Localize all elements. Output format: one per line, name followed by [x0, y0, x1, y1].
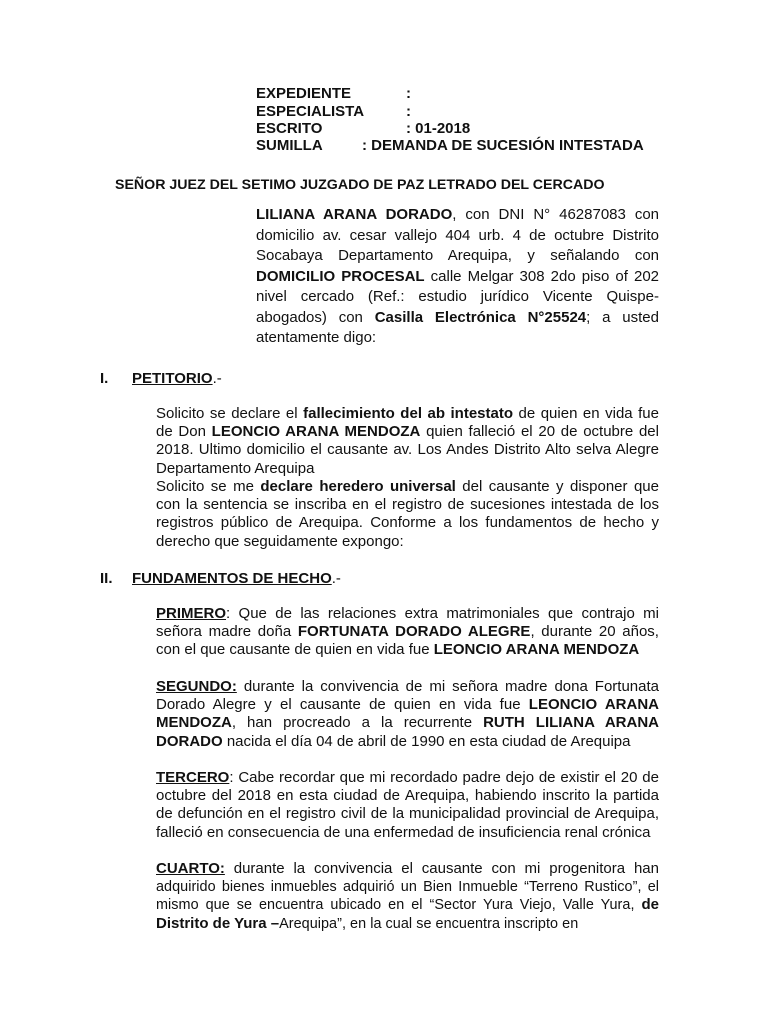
- especialista-value: :: [406, 103, 411, 120]
- header-escrito: [256, 120, 470, 138]
- primero-paragraph: [156, 605, 659, 660]
- primero-text-a: : Que de las relaciones extra matrimoniales que contrajo mi señora madre doña: [156, 605, 659, 641]
- header-especialista: [256, 103, 411, 121]
- cuarto-text-d: Arequipa”, en la cual se encuentra inscripto en: [279, 915, 579, 932]
- primero-text-c: , durante 20 años, con el que causante de quien en vida fue: [156, 623, 659, 659]
- segundo-text-a: durante la convivencia de mi señora madre dona Fortunata Dorado Alegre y el causante de quien en vida fue: [156, 678, 659, 714]
- especialista-label: ESPECIALISTA: [256, 103, 365, 120]
- domicilio-procesal-label: DOMICILIO PROCESAL: [256, 267, 425, 285]
- petitorio-p2-bold-b: declare heredero universal: [260, 478, 456, 495]
- segundo-text-c: , han procreado a la recurrente: [231, 714, 484, 732]
- escrito-label: ESCRITO: [256, 120, 323, 137]
- intro-text-1: , con DNI N° 46287083 con domicilio av. cesar vallejo 404 urb. 4 de octubre Distrito Socabaya Departamento Arequipa, y señalando con: [256, 206, 659, 264]
- tercero-label: TERCERO: [156, 769, 230, 786]
- petitorio-p1-text-e: quien falleció el 20 de octubre del 2018. Ultimo domicilio el causante av. Los Andes Distrito Alto selva Alegre Departamento Arequipa: [156, 423, 659, 477]
- segundo-label: SEGUNDO:: [156, 678, 237, 695]
- primero-bold-d: LEONCIO ARANA MENDOZA: [433, 641, 640, 659]
- petitorio-p2-text-a: Solicito se me: [156, 478, 261, 495]
- primero-label: PRIMERO: [156, 605, 227, 622]
- section-2-heading: [132, 570, 341, 587]
- petitorio-p1-bold-d: LEONCIO ARANA MENDOZA: [211, 423, 421, 441]
- header-expediente: [256, 85, 411, 103]
- intro-paragraph: [256, 205, 659, 349]
- segundo-bold-b: LEONCIO ARANA MENDOZA: [156, 696, 659, 732]
- cuarto-text-b: adquirido bienes inmuebles adquirió un Bien Inmueble “Terreno Rustico”, el mismo que se encuentra ubicado en el “Sector Yura Viejo, Valle Yura,: [156, 879, 659, 914]
- expediente-label: EXPEDIENTE: [256, 85, 352, 102]
- cuarto-paragraph: [156, 860, 659, 933]
- petitorio-p1-bold-b: fallecimiento del ab intestato: [303, 405, 514, 422]
- section-2-title: FUNDAMENTOS DE HECHO: [132, 570, 332, 587]
- section-1-number: I.: [100, 370, 109, 387]
- segundo-bold-d: RUTH LILIANA ARANA DORADO: [156, 714, 660, 750]
- section-1-title-suffix: .-: [212, 370, 222, 387]
- cuarto-bold-c: de Distrito de Yura –: [156, 896, 659, 932]
- sumilla-value: : DEMANDA DE SUCESIÓN INTESTADA: [362, 137, 644, 154]
- segundo-paragraph: [156, 678, 659, 751]
- expediente-value: :: [406, 85, 411, 102]
- intro-text-2: calle Melgar 308 2do piso of 202 nivel cercado (Ref.: estudio jurídico Vicente Quispe-abogados) con: [256, 267, 659, 326]
- cuarto-label: CUARTO:: [156, 860, 225, 877]
- petitorio-p1-text-a: Solicito se declare el: [156, 405, 304, 422]
- header-sumilla: [256, 137, 644, 155]
- plaintiff-name: LILIANA ARANA DORADO: [256, 206, 453, 223]
- cuarto-text-a: durante la convivencia el causante con mi progenitora han: [224, 860, 659, 877]
- section-1-title: PETITORIO: [132, 370, 213, 387]
- section-2-title-suffix: .-: [331, 570, 341, 587]
- primero-bold-b: FORTUNATA DORADO ALEGRE: [297, 623, 531, 641]
- segundo-text-e: nacida el día 04 de abril de 1990 en esta ciudad de Arequipa: [222, 732, 631, 750]
- intro-text-3: ; a usted atentamente digo:: [256, 308, 659, 346]
- petitorio-p2-text-c: del causante y disponer que con la sentencia se inscriba en el registro de sucesiones intestada de los registros público de Arequipa. Conforme a los fundamentos de hecho y derecho que seguidamente expongo:: [156, 478, 659, 550]
- petitorio-paragraph-1: [156, 405, 659, 478]
- tercero-text-a: : Cabe recordar que mi recordado padre dejo de existir el 20 de octubre del 2018 en esta ciudad de Arequipa, habiendo inscrito la partida de defunción en el registro civil de la municipalidad provincial de Arequipa, falleció en consecuencia de una enfermedad de insuficiencia renal crónica: [156, 769, 659, 841]
- casilla-electronica: Casilla Electrónica N°25524: [374, 308, 587, 326]
- section-2-number: II.: [100, 570, 113, 587]
- escrito-value: : 01-2018: [406, 120, 471, 137]
- section-1-heading: [132, 370, 222, 387]
- sumilla-label: SUMILLA: [256, 137, 323, 154]
- addressee: SEÑOR JUEZ DEL SETIMO JUZGADO DE PAZ LETRADO DEL CERCADO: [115, 177, 605, 193]
- petitorio-p1-text-c: de quien en vida fue de Don: [156, 405, 659, 441]
- tercero-paragraph: [156, 769, 659, 842]
- petitorio-paragraph-2: [156, 478, 659, 551]
